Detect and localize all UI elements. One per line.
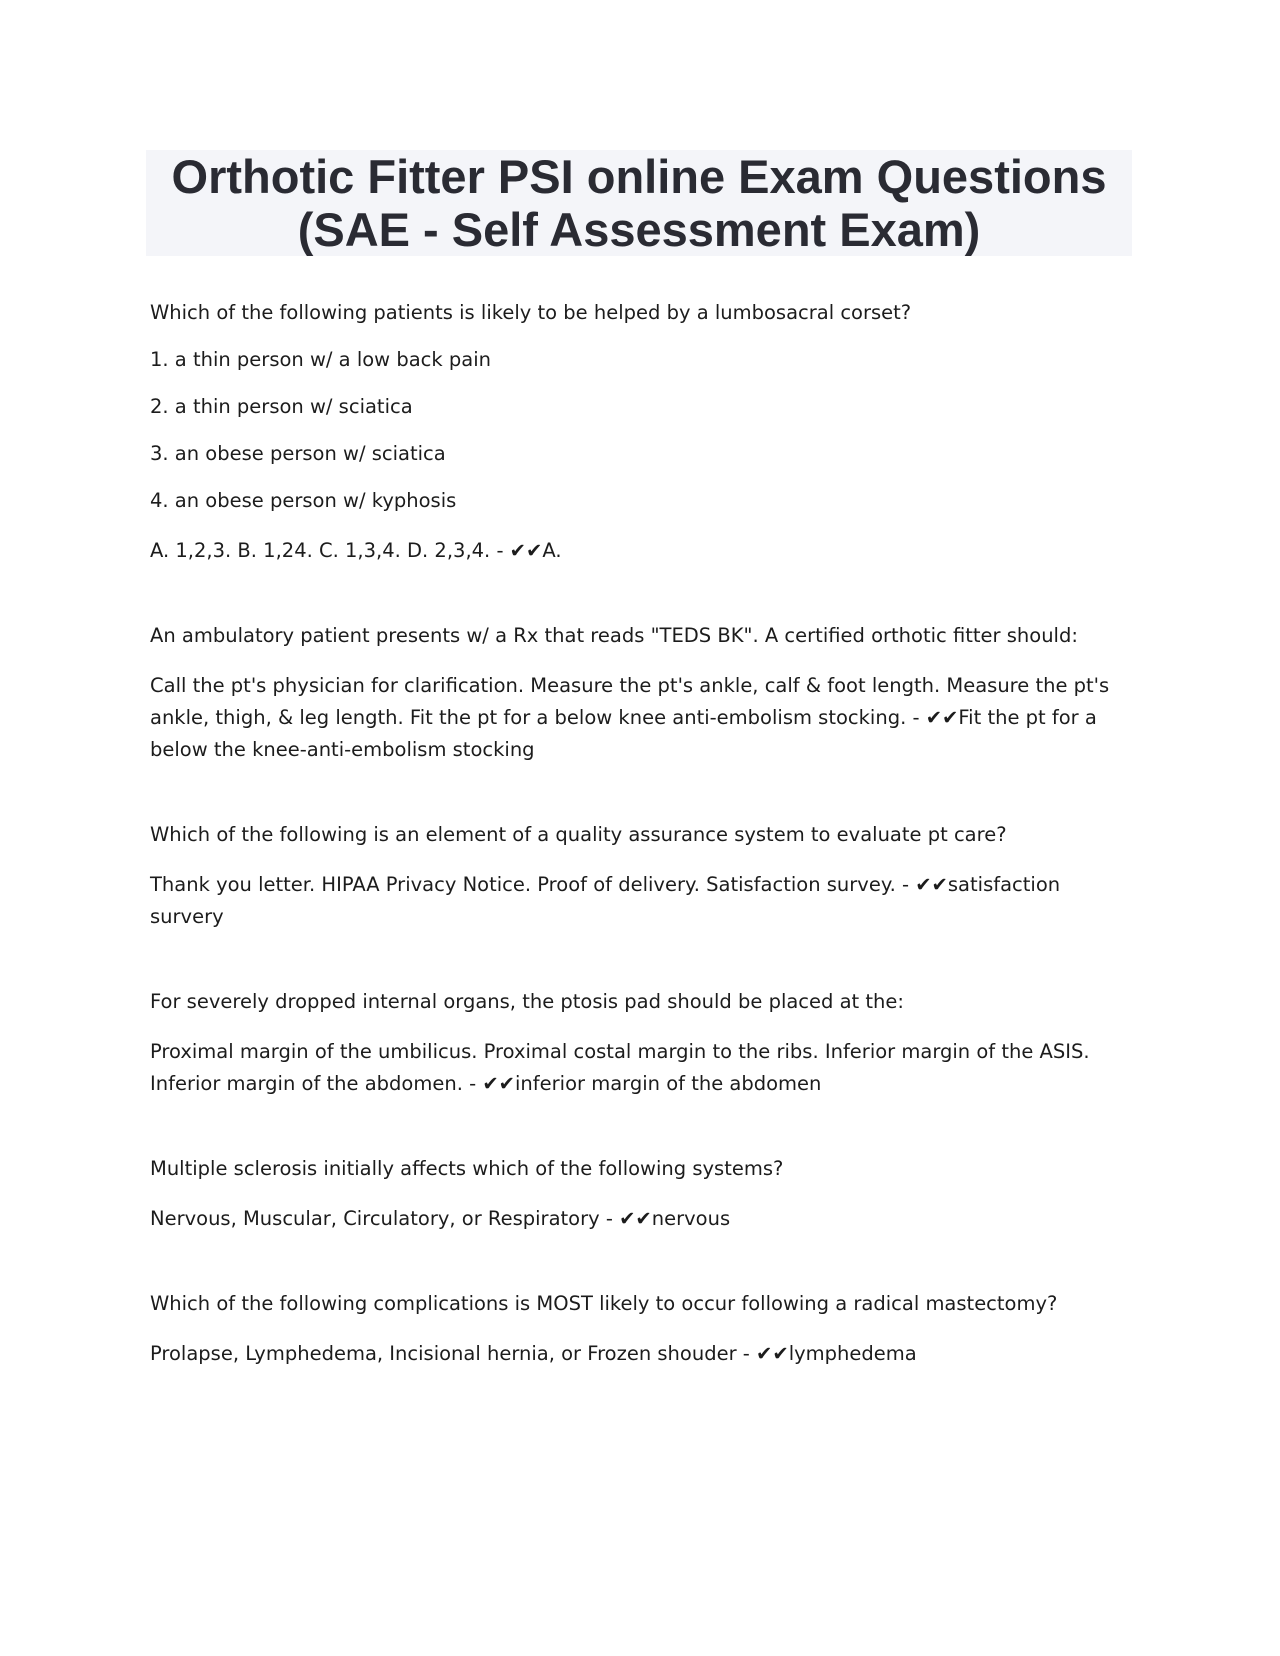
answer-line: Prolapse, Lymphedema, Incisional hernia, or Frozen shouder - ✔✔lymphedema bbox=[150, 1342, 917, 1365]
answer-line: Proximal margin of the umbilicus. Proximal costal margin to the ribs. Inferior margin of the ASIS. Inferior margin of the abdomen. - ✔✔inferior margin of the abdomen bbox=[150, 1040, 1090, 1095]
question-text: Which of the following is an element of a quality assurance system to evaluate pt care? bbox=[150, 823, 1007, 846]
question-block-3 bbox=[150, 822, 1130, 933]
title-line-2: (SAE - Self Assessment Exam) bbox=[297, 203, 981, 256]
answer-line: A. 1,2,3. B. 1,24. C. 1,3,4. D. 2,3,4. - ✔✔A. bbox=[150, 539, 562, 562]
title-banner bbox=[146, 150, 1132, 256]
option-2: 2. a thin person w/ sciatica bbox=[150, 395, 413, 418]
question-text: Multiple sclerosis initially affects which of the following systems? bbox=[150, 1157, 784, 1180]
answer-line: Thank you letter. HIPAA Privacy Notice. Proof of delivery. Satisfaction survey. - ✔✔satisfaction survery bbox=[150, 873, 1061, 928]
option-4: 4. an obese person w/ kyphosis bbox=[150, 489, 457, 512]
answer-line: Nervous, Muscular, Circulatory, or Respiratory - ✔✔nervous bbox=[150, 1207, 731, 1230]
question-text: Which of the following complications is MOST likely to occur following a radical mastectomy? bbox=[150, 1292, 1058, 1315]
question-block-6 bbox=[150, 1291, 1130, 1370]
question-block-1 bbox=[150, 300, 1130, 567]
question-text: For severely dropped internal organs, the ptosis pad should be placed at the: bbox=[150, 990, 904, 1013]
question-block-5 bbox=[150, 1156, 1130, 1235]
question-list bbox=[150, 300, 1130, 1370]
question-block-4 bbox=[150, 989, 1130, 1100]
question-text: An ambulatory patient presents w/ a Rx that reads "TEDS BK". A certified orthotic fitter should: bbox=[150, 624, 1078, 647]
question-block-2 bbox=[150, 623, 1130, 766]
question-text: Which of the following patients is likely to be helped by a lumbosacral corset? bbox=[150, 301, 912, 324]
title-line-1: Orthotic Fitter PSI online Exam Questions bbox=[171, 150, 1107, 203]
answer-line: Call the pt's physician for clarification. Measure the pt's ankle, calf & foot length. Measure the pt's ankle, thigh, & leg length. Fit the pt for a below knee anti-embolism stocking. - ✔✔Fit the pt for a below the knee-anti-embolism stocking bbox=[150, 674, 1110, 761]
option-1: 1. a thin person w/ a low back pain bbox=[150, 348, 491, 371]
option-3: 3. an obese person w/ sciatica bbox=[150, 442, 446, 465]
